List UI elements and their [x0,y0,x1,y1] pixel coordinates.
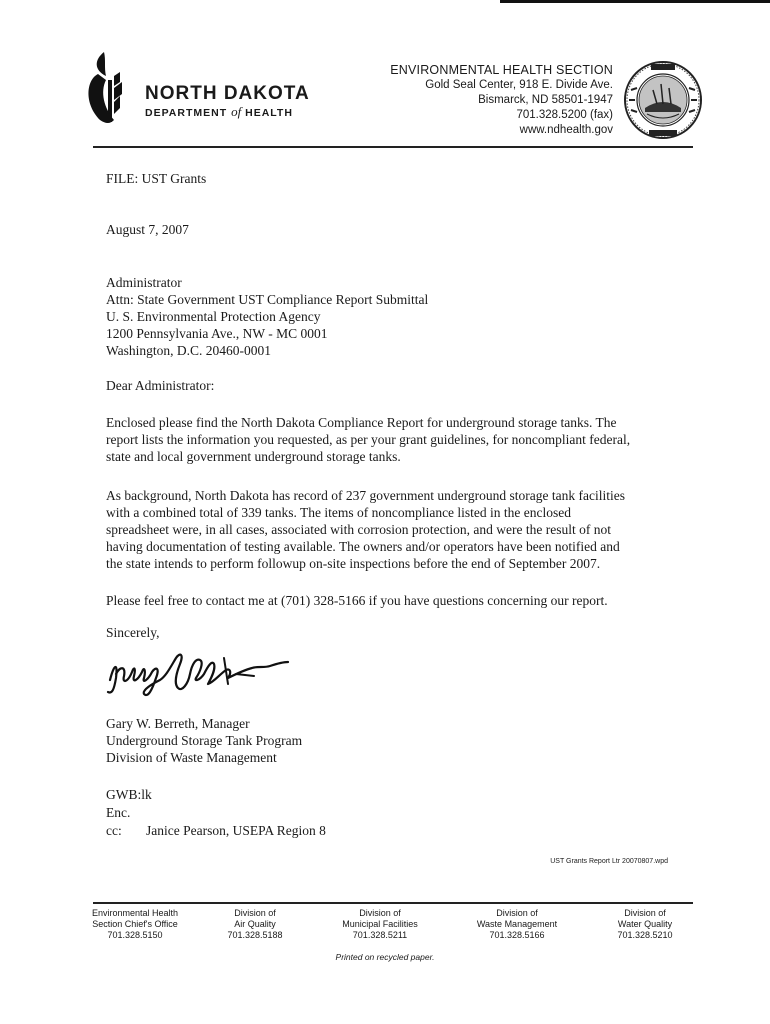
header-divider [93,146,693,148]
signer-line: Underground Storage Tank Program [106,733,303,748]
recycled-paper-note: Printed on recycled paper. [335,952,435,962]
footer-column-air-quality [210,908,300,941]
footer-divider [93,902,693,904]
recipient-address [106,274,676,359]
footer-line: Air Quality [234,919,276,929]
section-title: ENVIRONMENTAL HEALTH SECTION [390,63,613,77]
section-address-block [390,63,613,138]
footer-line: 701.328.5211 [352,930,408,940]
paragraph-3: Please feel free to contact me at (701) 328-5166 if you have questions concerning our report. [106,593,608,608]
agency-name: NORTH DAKOTA [145,83,310,104]
nd-health-logo-icon [84,50,136,126]
footer-line: Environmental Health [91,908,179,918]
section-address-line1: Gold Seal Center, 918 E. Divide Ave. [425,79,613,91]
paragraph-line: Enclosed please find the North Dakota Compliance Report for underground storage tanks. The [106,415,617,430]
footer-line: Section Chief's Office [92,919,178,929]
recipient-line: Administrator [106,275,182,290]
agency-subtitle-part2: HEALTH [245,107,293,119]
file-reference: UST Grants Report Ltr 20070807.wpd [550,858,668,865]
enclosure-note: Enc. [106,805,131,820]
agency-subtitle [145,104,293,120]
paragraph-line: having documentation of testing available. The owners and/or operators have been notified and [106,539,620,554]
footer-line: Municipal Facilities [342,919,418,929]
recipient-line: 1200 Pennsylvania Ave., NW - MC 0001 [106,326,328,341]
paragraph-line: state and local government underground storage tanks. [106,449,401,464]
file-line: FILE: UST Grants [106,171,207,186]
paragraph-line: report lists the information you requested, as per your grant guidelines, for noncompliant federal, [106,432,631,447]
agency-subtitle-of: of [231,104,242,119]
footer-line: Division of [234,908,276,918]
footer-line: Water Quality [617,919,673,929]
section-website: www.ndhealth.gov [519,124,613,136]
agency-subtitle-part1: DEPARTMENT [145,107,228,119]
cc-recipient: Janice Pearson, USEPA Region 8 [146,823,326,838]
paragraph-line: As background, North Dakota has record of 237 government underground storage tank facilities [106,488,625,503]
signer-block [106,715,676,766]
footer-column-section-chief [80,908,190,941]
section-phone-fax: 701.328.5200 (fax) [516,109,613,121]
letter-date: August 7, 2007 [106,222,189,237]
recipient-line: Washington, D.C. 20460-0001 [106,343,272,358]
paragraph-line: spreadsheet were, in all cases, associated with corrosion protection, and were the result of not [106,522,611,537]
footer-column-water-quality [600,908,690,941]
footer-column-waste-management [462,908,572,941]
section-address-line2: Bismarck, ND 58501-1947 [478,94,613,106]
handwritten-signature [104,644,294,700]
cc-label: cc: [106,823,122,838]
state-seal-icon [623,60,703,140]
footer-line: 701.328.5166 [489,930,545,940]
footer-line: Division of [496,908,538,918]
signer-line: Gary W. Berreth, Manager [106,716,250,731]
scan-edge-line [500,0,770,3]
footer-line: 701.328.5150 [107,930,163,940]
footer-line: Waste Management [476,919,558,929]
paragraph-2 [106,487,676,572]
signer-line: Division of Waste Management [106,750,277,765]
footer-line: Division of [359,908,401,918]
footer-line: Division of [624,908,666,918]
recipient-line: Attn: State Government UST Compliance Report Submittal [106,292,429,307]
paragraph-1 [106,414,676,465]
footer-line: 701.328.5210 [617,930,673,940]
initials: GWB:lk [106,787,152,802]
footer-column-municipal-facilities [330,908,430,941]
closing: Sincerely, [106,625,160,640]
footer-line: 701.328.5188 [227,930,283,940]
salutation: Dear Administrator: [106,378,215,393]
paragraph-line: with a combined total of 339 tanks. The items of noncompliance listed in the enclosed [106,505,572,520]
paragraph-line: the state intends to perform followup on-site inspections before the end of September 2007. [106,556,601,571]
recipient-line: U. S. Environmental Protection Agency [106,309,321,324]
